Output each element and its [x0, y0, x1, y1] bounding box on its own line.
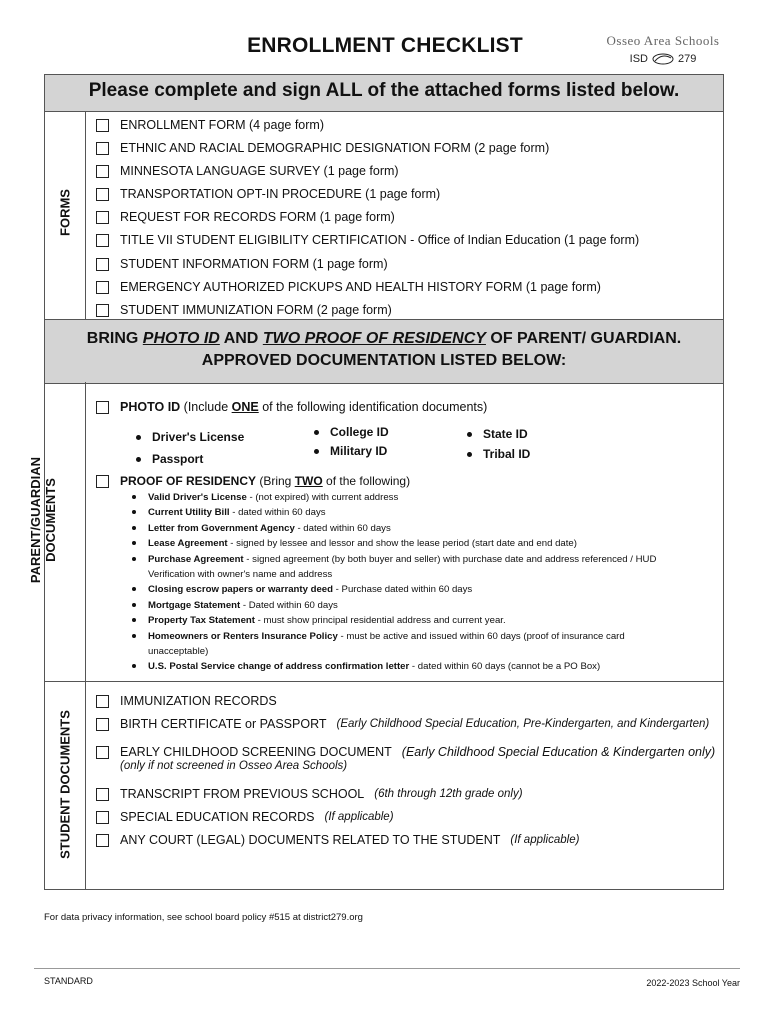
form-item[interactable]: ENROLLMENT FORM (4 page form) [96, 118, 324, 132]
logo-isd [598, 53, 728, 65]
logo-name: Osseo Area Schools [606, 33, 720, 48]
photo-id-option: College ID [314, 425, 389, 439]
form-item[interactable]: ETHNIC AND RACIAL DEMOGRAPHIC DESIGNATION FORM (2 page form) [96, 141, 549, 155]
mid-banner [45, 319, 723, 384]
footer-divider [34, 968, 740, 969]
form-item[interactable]: EMERGENCY AUTHORIZED PICKUPS AND HEALTH HISTORY FORM (1 page form) [96, 280, 601, 294]
photo-id-option: State ID [467, 427, 528, 441]
district-logo [598, 33, 728, 65]
list-item: Property Tax Statement - must show principal residential address and current year. [132, 613, 692, 628]
checkbox[interactable] [96, 304, 109, 317]
two-proof-emphasis: TWO PROOF OF RESIDENCY [262, 330, 486, 347]
footer-standard: STANDARD [44, 976, 93, 986]
list-item: Closing escrow papers or warranty deed - Purchase dated within 60 days [132, 582, 692, 597]
checkbox[interactable] [96, 811, 109, 824]
checkbox[interactable] [96, 234, 109, 247]
photo-id-option: Driver's License [136, 430, 244, 444]
checkbox[interactable] [96, 281, 109, 294]
photo-id-option: Tribal ID [467, 447, 530, 461]
list-item: Current Utility Bill - dated within 60 days [132, 505, 692, 520]
forms-column-line [85, 111, 86, 319]
logo-isd-label: ISD [629, 53, 648, 65]
form-item[interactable]: STUDENT IMMUNIZATION FORM (2 page form) [96, 303, 392, 317]
student-doc-item[interactable]: TRANSCRIPT FROM PREVIOUS SCHOOL (6th through 12th grade only) [96, 787, 523, 801]
list-item: Homeowners or Renters Insurance Policy - must be active and issued within 60 days (proof of insurance card [132, 629, 692, 644]
top-banner [45, 75, 723, 112]
checkbox[interactable] [96, 718, 109, 731]
checkbox[interactable] [96, 401, 109, 414]
footer-school-year: 2022-2023 School Year [646, 978, 740, 988]
checkbox[interactable] [96, 142, 109, 155]
student-column-line [85, 681, 86, 889]
student-doc-item[interactable]: IMMUNIZATION RECORDS [96, 694, 277, 708]
form-item[interactable]: TITLE VII STUDENT ELIGIBILITY CERTIFICATION - Office of Indian Education (1 page form) [96, 233, 639, 247]
list-item: Mortgage Statement - Dated within 60 days [132, 598, 692, 613]
screening-subnote: (only if not screened in Osseo Area Schools) [120, 760, 348, 772]
student-doc-item[interactable]: EARLY CHILDHOOD SCREENING DOCUMENT (Early Childhood Special Education & Kindergarten only) [96, 745, 715, 759]
checkbox[interactable] [96, 119, 109, 132]
parent-guardian-label: PARENT/GUARDIAN DOCUMENTS [28, 456, 58, 584]
student-documents-label: STUDENT DOCUMENTS [57, 710, 73, 859]
student-doc-item[interactable]: SPECIAL EDUCATION RECORDS (If applicable) [96, 810, 394, 824]
logo-swoosh-icon [652, 53, 674, 65]
logo-isd-number: 279 [677, 53, 697, 65]
checkbox[interactable] [96, 788, 109, 801]
page-title: ENROLLMENT CHECKLIST [247, 34, 523, 57]
form-item[interactable]: REQUEST FOR RECORDS FORM (1 page form) [96, 210, 395, 224]
form-item[interactable]: STUDENT INFORMATION FORM (1 page form) [96, 257, 388, 271]
photo-id-option: Passport [136, 452, 203, 466]
student-doc-item[interactable]: ANY COURT (LEGAL) DOCUMENTS RELATED TO THE STUDENT (If applicable) [96, 833, 579, 847]
student-doc-item[interactable]: BIRTH CERTIFICATE or PASSPORT (Early Childhood Special Education, Pre-Kindergarten, and Kindergarten) [96, 717, 709, 731]
form-item[interactable]: TRANSPORTATION OPT-IN PROCEDURE (1 page form) [96, 187, 440, 201]
list-item: Purchase Agreement - signed agreement (by both buyer and seller) with purchase date and address referenced / HUD [132, 552, 692, 567]
list-item: Valid Driver's License - (not expired) with current address [132, 490, 692, 505]
checkbox[interactable] [96, 695, 109, 708]
section-divider [45, 681, 723, 682]
checkbox[interactable] [96, 834, 109, 847]
photo-id-option: Military ID [314, 444, 387, 458]
photo-id-emphasis: PHOTO ID [142, 330, 220, 347]
checkbox[interactable] [96, 475, 109, 488]
list-item: Lease Agreement - signed by lessee and lessor and show the lease period (start date and end date) [132, 536, 692, 551]
photo-id-item[interactable]: PHOTO ID (Include ONE of the following identification documents) [96, 400, 487, 414]
checkbox[interactable] [96, 211, 109, 224]
forms-label: FORMS [57, 189, 73, 236]
checkbox[interactable] [96, 746, 109, 759]
form-item[interactable]: MINNESOTA LANGUAGE SURVEY (1 page form) [96, 164, 399, 178]
proof-of-residency-item[interactable]: PROOF OF RESIDENCY (Bring TWO of the following) [96, 474, 410, 488]
mid-banner-line2: APPROVED DOCUMENTATION LISTED BELOW: [201, 352, 567, 369]
list-item: U.S. Postal Service change of address confirmation letter - dated within 60 days (cannot be a PO Box) [132, 659, 692, 674]
checkbox[interactable] [96, 258, 109, 271]
parent-column-line [85, 382, 86, 681]
list-item-continued: Verification with owner's name and address [148, 569, 333, 581]
checkbox[interactable] [96, 188, 109, 201]
top-banner-text: Please complete and sign ALL of the attached forms listed below. [88, 80, 680, 101]
residency-list [132, 490, 692, 675]
list-item-continued: unacceptable) [148, 646, 209, 658]
checkbox[interactable] [96, 165, 109, 178]
mid-banner-line1: BRING PHOTO ID AND TWO PROOF OF RESIDENCY OF PARENT/ GUARDIAN. [86, 330, 682, 347]
list-item: Letter from Government Agency - dated within 60 days [132, 521, 692, 536]
privacy-note: For data privacy information, see school board policy #515 at district279.org [44, 912, 363, 923]
